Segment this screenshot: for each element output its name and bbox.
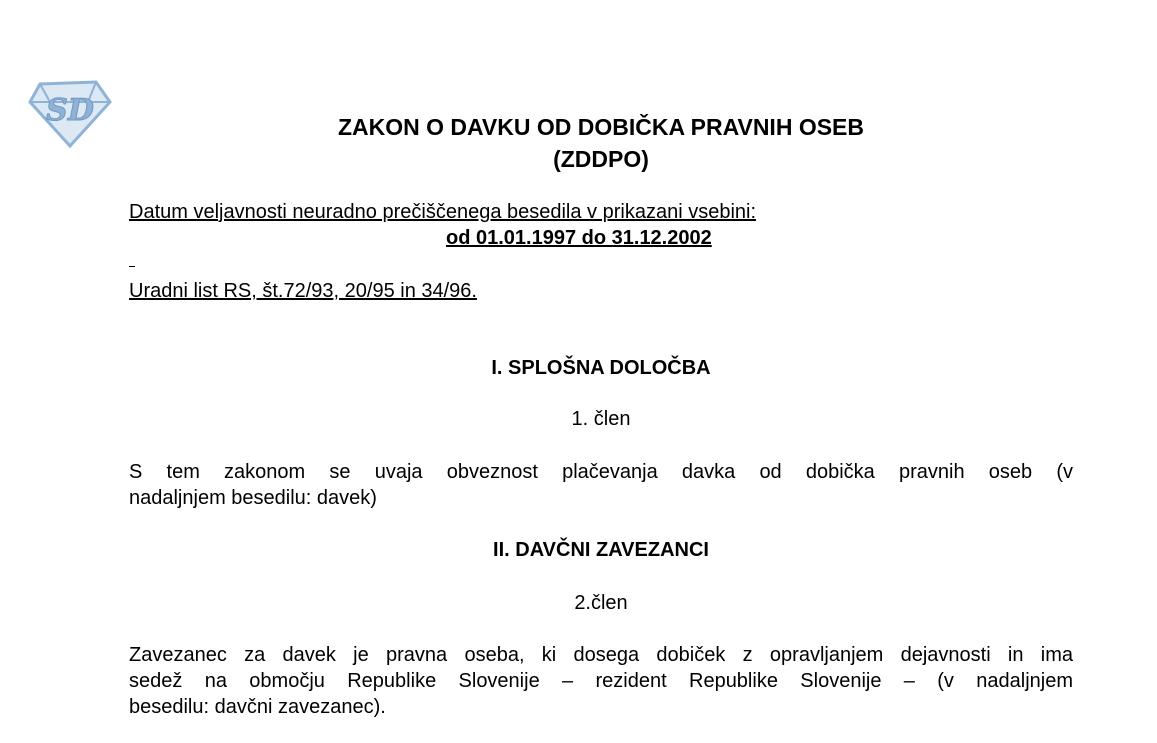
- section-heading-2: II. DAVČNI ZAVEZANCI: [493, 539, 709, 561]
- logo-text: SD: [46, 93, 94, 128]
- paragraph-line: S tem zakonom se uvaja obveznost plačevanja davka od dobička pravnih oseb (v: [129, 461, 1073, 483]
- article-1-paragraph: [129, 459, 1073, 511]
- underline-mark: [129, 266, 135, 267]
- paragraph-line: nadaljnjem besedilu: davek): [129, 487, 377, 509]
- document-title: ZAKON O DAVKU OD DOBIČKA PRAVNIH OSEB: [337, 114, 865, 140]
- logo: [26, 76, 112, 150]
- document-abbreviation: (ZDDPO): [553, 146, 649, 172]
- paragraph-line: sedež na območju Republike Slovenije – rezident Republike Slovenije – (v nadaljnjem: [129, 670, 1073, 692]
- article-number-2: 2.člen: [574, 592, 628, 614]
- validity-label: Datum veljavnosti neuradno prečiščenega besedila v prikazani vsebini:: [129, 201, 757, 223]
- article-2-paragraph: [129, 642, 1073, 720]
- paragraph-line: Zavezanec za davek je pravna oseba, ki dosega dobiček z opravljanjem dejavnosti in ima: [129, 644, 1073, 666]
- official-gazette-reference: Uradni list RS, št.72/93, 20/95 in 34/96.: [129, 280, 477, 302]
- diamond-sd-logo-icon: [26, 76, 112, 150]
- section-heading-1: I. SPLOŠNA DOLOČBA: [491, 357, 711, 379]
- validity-value: od 01.01.1997 do 31.12.2002: [446, 227, 712, 249]
- article-number-1: 1. člen: [571, 408, 631, 430]
- paragraph-line: besedilu: davčni zavezanec).: [129, 696, 386, 718]
